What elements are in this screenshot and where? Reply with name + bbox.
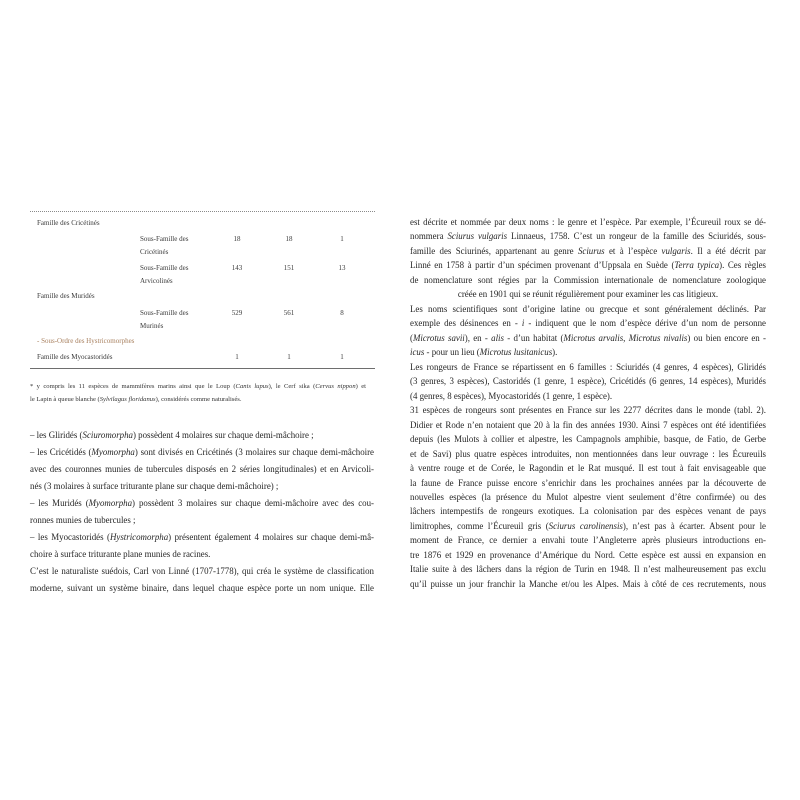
text-run: créée en 1901 qui se réunit régulièrement pour examiner les cas litigieux. bbox=[457, 289, 719, 300]
text-run: ), considérés comme naturalisés. bbox=[155, 395, 242, 403]
text-run: exemple des désinences en - bbox=[410, 318, 522, 329]
text-run: de nomenclature sont régies par la Commission internationale de nomenclature zoologique bbox=[410, 274, 766, 285]
text-run: – les Gliridés ( bbox=[30, 429, 83, 440]
italic-text: Sciurus carolinensis bbox=[548, 520, 623, 531]
table-cell: 561 bbox=[283, 308, 295, 317]
text-line bbox=[410, 345, 766, 359]
paragraph bbox=[30, 563, 374, 597]
row-label bbox=[140, 262, 188, 288]
text-line bbox=[30, 461, 374, 478]
text-run: ) possèdent 4 molaires sur chaque demi-mâchoire ; bbox=[132, 429, 314, 440]
text-run: la faune de France puisse encore s’enrichir dans les prochaines années par la découverte de bbox=[410, 477, 766, 488]
text-run: depuis (les Mulots à collier et alpestre, les Campagnols amphibie, basque, de Fatio, de Gerbe bbox=[410, 434, 766, 445]
text-run: et de Savi) plus quatre espèces introduites, non mentionnées dans leur ouvrage : les Écureuils bbox=[410, 448, 766, 459]
italic-text: Sciurus bbox=[577, 245, 605, 256]
italic-text: Microtus savii bbox=[412, 332, 465, 343]
text-run: à ventre rouge et de Corée, le Ragondin et le Rat musqué. Il est tout à fait envisageable que bbox=[410, 463, 766, 474]
text-line bbox=[30, 580, 374, 597]
text-run: ). Ces règles bbox=[719, 260, 766, 271]
text-run: et à l’espèce bbox=[604, 245, 662, 256]
text-line bbox=[410, 215, 766, 229]
text-run: moderne, suivant un système binaire, dans lequel chaque espèce porte un nom unique. Elle bbox=[30, 582, 374, 593]
row-label-line: Cricétinés bbox=[140, 247, 169, 256]
text-run: ) possèdent 3 molaires sur chaque demi-mâchoire avec des cou- bbox=[132, 497, 374, 508]
paragraph bbox=[30, 529, 374, 563]
table-cell: 143 bbox=[231, 263, 243, 272]
text-run: ), n’est pas à écarter. Absent pour le bbox=[622, 520, 766, 531]
text-line bbox=[410, 519, 766, 533]
text-line bbox=[410, 229, 766, 243]
text-line bbox=[410, 244, 766, 258]
text-run: le Lapin à queue blanche ( bbox=[30, 395, 100, 403]
text-line bbox=[30, 444, 374, 461]
italic-text: Sylvilagus floridanus bbox=[99, 395, 156, 403]
text-line bbox=[410, 577, 766, 591]
text-line bbox=[30, 393, 366, 406]
text-run: Linné en 1758 à partir d’un spécimen provenant d’Uppsala en Suède ( bbox=[410, 260, 675, 271]
text-line bbox=[410, 447, 766, 461]
text-run: nés (3 molaires à surface triturante plane sur chaque demi-mâchoire) ; bbox=[30, 480, 279, 491]
italic-text: Myomorpha bbox=[88, 497, 133, 508]
table-cell: 18 bbox=[233, 234, 241, 243]
row-label bbox=[140, 307, 188, 333]
paragraph bbox=[30, 427, 374, 444]
text-run: choire à surface triturante plane munies de racines. bbox=[30, 548, 211, 559]
text-run: - pour un lieu ( bbox=[424, 347, 480, 358]
paragraph bbox=[410, 403, 766, 591]
italic-text: alis bbox=[491, 332, 504, 343]
paragraph bbox=[410, 302, 766, 360]
text-run: nouvelles espèces (la présence du Mulot alpestre vient seulement d’être confirmée) ou des bbox=[410, 492, 766, 502]
text-line bbox=[410, 432, 766, 446]
text-line bbox=[30, 546, 374, 563]
row-label-line: Sous-Famille des bbox=[140, 308, 189, 317]
text-run: 31 espèces de rongeurs sont présentes en France sur les 2277 décrites dans le monde (tabl. 2). bbox=[410, 405, 766, 416]
text-run: ) présentent également 4 molaires sur chaque demi-mâ- bbox=[168, 531, 374, 542]
text-run: ) ou bien encore en - bbox=[687, 332, 766, 343]
italic-text: Sciurus vulgaris bbox=[447, 231, 508, 242]
text-run: ), le Cerf sika ( bbox=[268, 382, 316, 390]
paragraph bbox=[30, 444, 374, 495]
row-label: Famille des Muridés bbox=[37, 291, 95, 300]
text-line bbox=[30, 478, 374, 495]
text-line bbox=[30, 380, 366, 393]
text-run: ) sont divisés en Cricétinés (3 molaires sur chaque demi-mâchoire bbox=[134, 446, 374, 457]
text-run: . Il a été décrit par bbox=[690, 245, 766, 256]
row-label bbox=[140, 233, 188, 259]
text-run: Les rongeurs de France se répartissent en 6 familles : Sciuridés (4 genres, 4 espèces), Gliridés bbox=[410, 361, 766, 372]
text-run: tre 1876 et 1929 en provenance d’Amérique du Nord. Cette espèce est aussi en expansion en bbox=[410, 549, 766, 560]
row-label: Famille des Cricétinés bbox=[37, 218, 100, 227]
text-run: ), en - bbox=[464, 332, 492, 343]
text-run: Linnaeus, 1758. C’est un rongeur de la famille des Sciuridés, sous- bbox=[507, 231, 767, 242]
italic-text: Terra typica bbox=[674, 260, 720, 271]
italic-text: Sciuromorpha bbox=[82, 429, 133, 440]
table-cell: 8 bbox=[340, 308, 344, 317]
text-run: lâchers intempestifs de rongeurs exotiques. La colonisation par des espèces venant de pays bbox=[410, 506, 766, 517]
paragraph bbox=[410, 360, 766, 403]
text-line bbox=[410, 418, 766, 432]
text-run: est décrite et nommée par deux noms : le genre et l’espèce. Par exemple, l’Écureuil roux se dé- bbox=[410, 216, 766, 227]
table-cell: 1 bbox=[287, 352, 291, 361]
text-line bbox=[410, 287, 766, 301]
table-footnote bbox=[30, 380, 366, 406]
table-cell: 1 bbox=[340, 352, 344, 361]
text-run: - indiquent que le nom d’espèce dérive d’un nom de personne bbox=[524, 318, 766, 329]
text-run: – les Muridés ( bbox=[30, 497, 89, 508]
table-cell: 1 bbox=[235, 352, 239, 361]
row-label-line: Arvicolinés bbox=[140, 276, 173, 285]
text-run: nommera bbox=[410, 231, 448, 242]
text-line bbox=[410, 360, 766, 374]
row-label-line: Sous-Famille des bbox=[140, 234, 189, 243]
text-line bbox=[410, 374, 766, 388]
text-line bbox=[410, 302, 766, 316]
text-line bbox=[30, 529, 374, 546]
text-run: moment de France, ce dernier a envahi toute l’Angleterre après plusieurs introductions en- bbox=[410, 535, 766, 546]
text-line bbox=[410, 533, 766, 547]
text-run: ronnes munies de tubercules ; bbox=[30, 514, 136, 525]
table-cell: 13 bbox=[338, 263, 346, 272]
text-run: C’est le naturaliste suédois, Carl von Linné (1707-1778), qui créa le système de classification bbox=[30, 565, 374, 576]
text-run: avec des couronnes munies de tubercules disposés en 2 séries longitudinales) et en Arvicoli- bbox=[30, 463, 374, 474]
italic-text: i bbox=[521, 318, 525, 329]
text-run: * y compris les 11 espèces de mammifères marins ainsi que le Loup ( bbox=[30, 382, 236, 390]
italic-text: Cervus nippon bbox=[315, 382, 356, 390]
text-run: Didier et Rode n’en notaient que 20 à la fin des années 1930. Ainsi 7 espèces ont été identifiées bbox=[410, 419, 766, 430]
row-label-line: Murinés bbox=[140, 321, 164, 330]
paragraph bbox=[30, 495, 374, 529]
text-run: Les noms scientifiques sont d’origine latine ou grecque et sont généralement déclinés. Par bbox=[410, 303, 766, 314]
text-line bbox=[410, 548, 766, 562]
paragraph bbox=[410, 215, 766, 302]
right-page-body bbox=[410, 215, 766, 592]
text-line bbox=[410, 389, 766, 403]
table-row-subfamily-arvicolines bbox=[0, 262, 400, 288]
text-run: Italie suite à des lâchers dans la région de Turin en 1948. Il n’est malheureusement pas exclu bbox=[410, 564, 766, 575]
italic-text: Myomorpha bbox=[91, 446, 135, 457]
row-label: - Sous-Ordre des Hystricomorphes bbox=[37, 336, 135, 345]
text-line bbox=[30, 495, 374, 512]
text-line bbox=[410, 490, 766, 504]
text-run: qu’il puisse un jour franchir la Manche et/ou les Alpes. Mais à côté de ces recrutements, nous bbox=[410, 578, 766, 589]
text-line bbox=[30, 512, 374, 529]
italic-text: vulgaris bbox=[661, 245, 691, 256]
row-label: Famille des Myocastoridés bbox=[37, 352, 113, 361]
text-run: – les Cricétidés ( bbox=[30, 446, 92, 457]
table-row-family-myocastorides bbox=[0, 351, 400, 377]
italic-text: Hystricomorpha bbox=[109, 531, 169, 542]
table-cell: 529 bbox=[231, 308, 243, 317]
italic-text: Microtus arvalis, Microtus nivalis bbox=[563, 332, 688, 343]
text-run: (3 genres, 3 espèces), Castoridés (1 genre, 1 espèce), Cricétidés (6 genres, 14 espèces), Muridés bbox=[410, 376, 766, 387]
row-label-line: Sous-Famille des bbox=[140, 263, 189, 272]
italic-text: Canis lupus bbox=[235, 382, 269, 390]
table-top-dotted-rule bbox=[30, 211, 375, 212]
table-cell: 1 bbox=[340, 234, 344, 243]
text-line bbox=[410, 273, 766, 287]
italic-text: Microtus lusitanicus bbox=[479, 347, 553, 358]
text-line bbox=[410, 461, 766, 475]
text-run: limitrophes, comme l’Écureuil gris ( bbox=[410, 520, 549, 531]
text-run: ) et bbox=[355, 382, 366, 390]
text-line bbox=[410, 504, 766, 518]
text-line bbox=[410, 316, 766, 330]
text-line bbox=[30, 563, 374, 580]
left-page-body bbox=[30, 427, 374, 597]
text-line bbox=[410, 258, 766, 272]
text-line bbox=[410, 403, 766, 417]
text-line bbox=[410, 476, 766, 490]
table-bottom-rule bbox=[30, 368, 375, 369]
text-run: famille des Sciurinés, appartenant au genre bbox=[410, 245, 578, 256]
text-line bbox=[410, 331, 766, 345]
text-run: ( bbox=[410, 332, 413, 343]
table-row-subfamily-cricetines bbox=[0, 233, 400, 259]
text-run: - d’un habitat ( bbox=[503, 332, 564, 343]
text-run: (4 genres, 8 espèces), Myocastoridés (1 genre, 1 espèce). bbox=[410, 390, 613, 401]
text-line bbox=[410, 562, 766, 576]
text-run: ). bbox=[552, 347, 558, 358]
table-row-subfamily-murines bbox=[0, 307, 400, 333]
text-line bbox=[30, 427, 374, 444]
table-cell: 18 bbox=[285, 234, 293, 243]
table-cell: 151 bbox=[283, 263, 295, 272]
right-page bbox=[400, 0, 800, 800]
text-run: – les Myocastoridés ( bbox=[30, 531, 110, 542]
italic-text: icus bbox=[410, 347, 425, 358]
